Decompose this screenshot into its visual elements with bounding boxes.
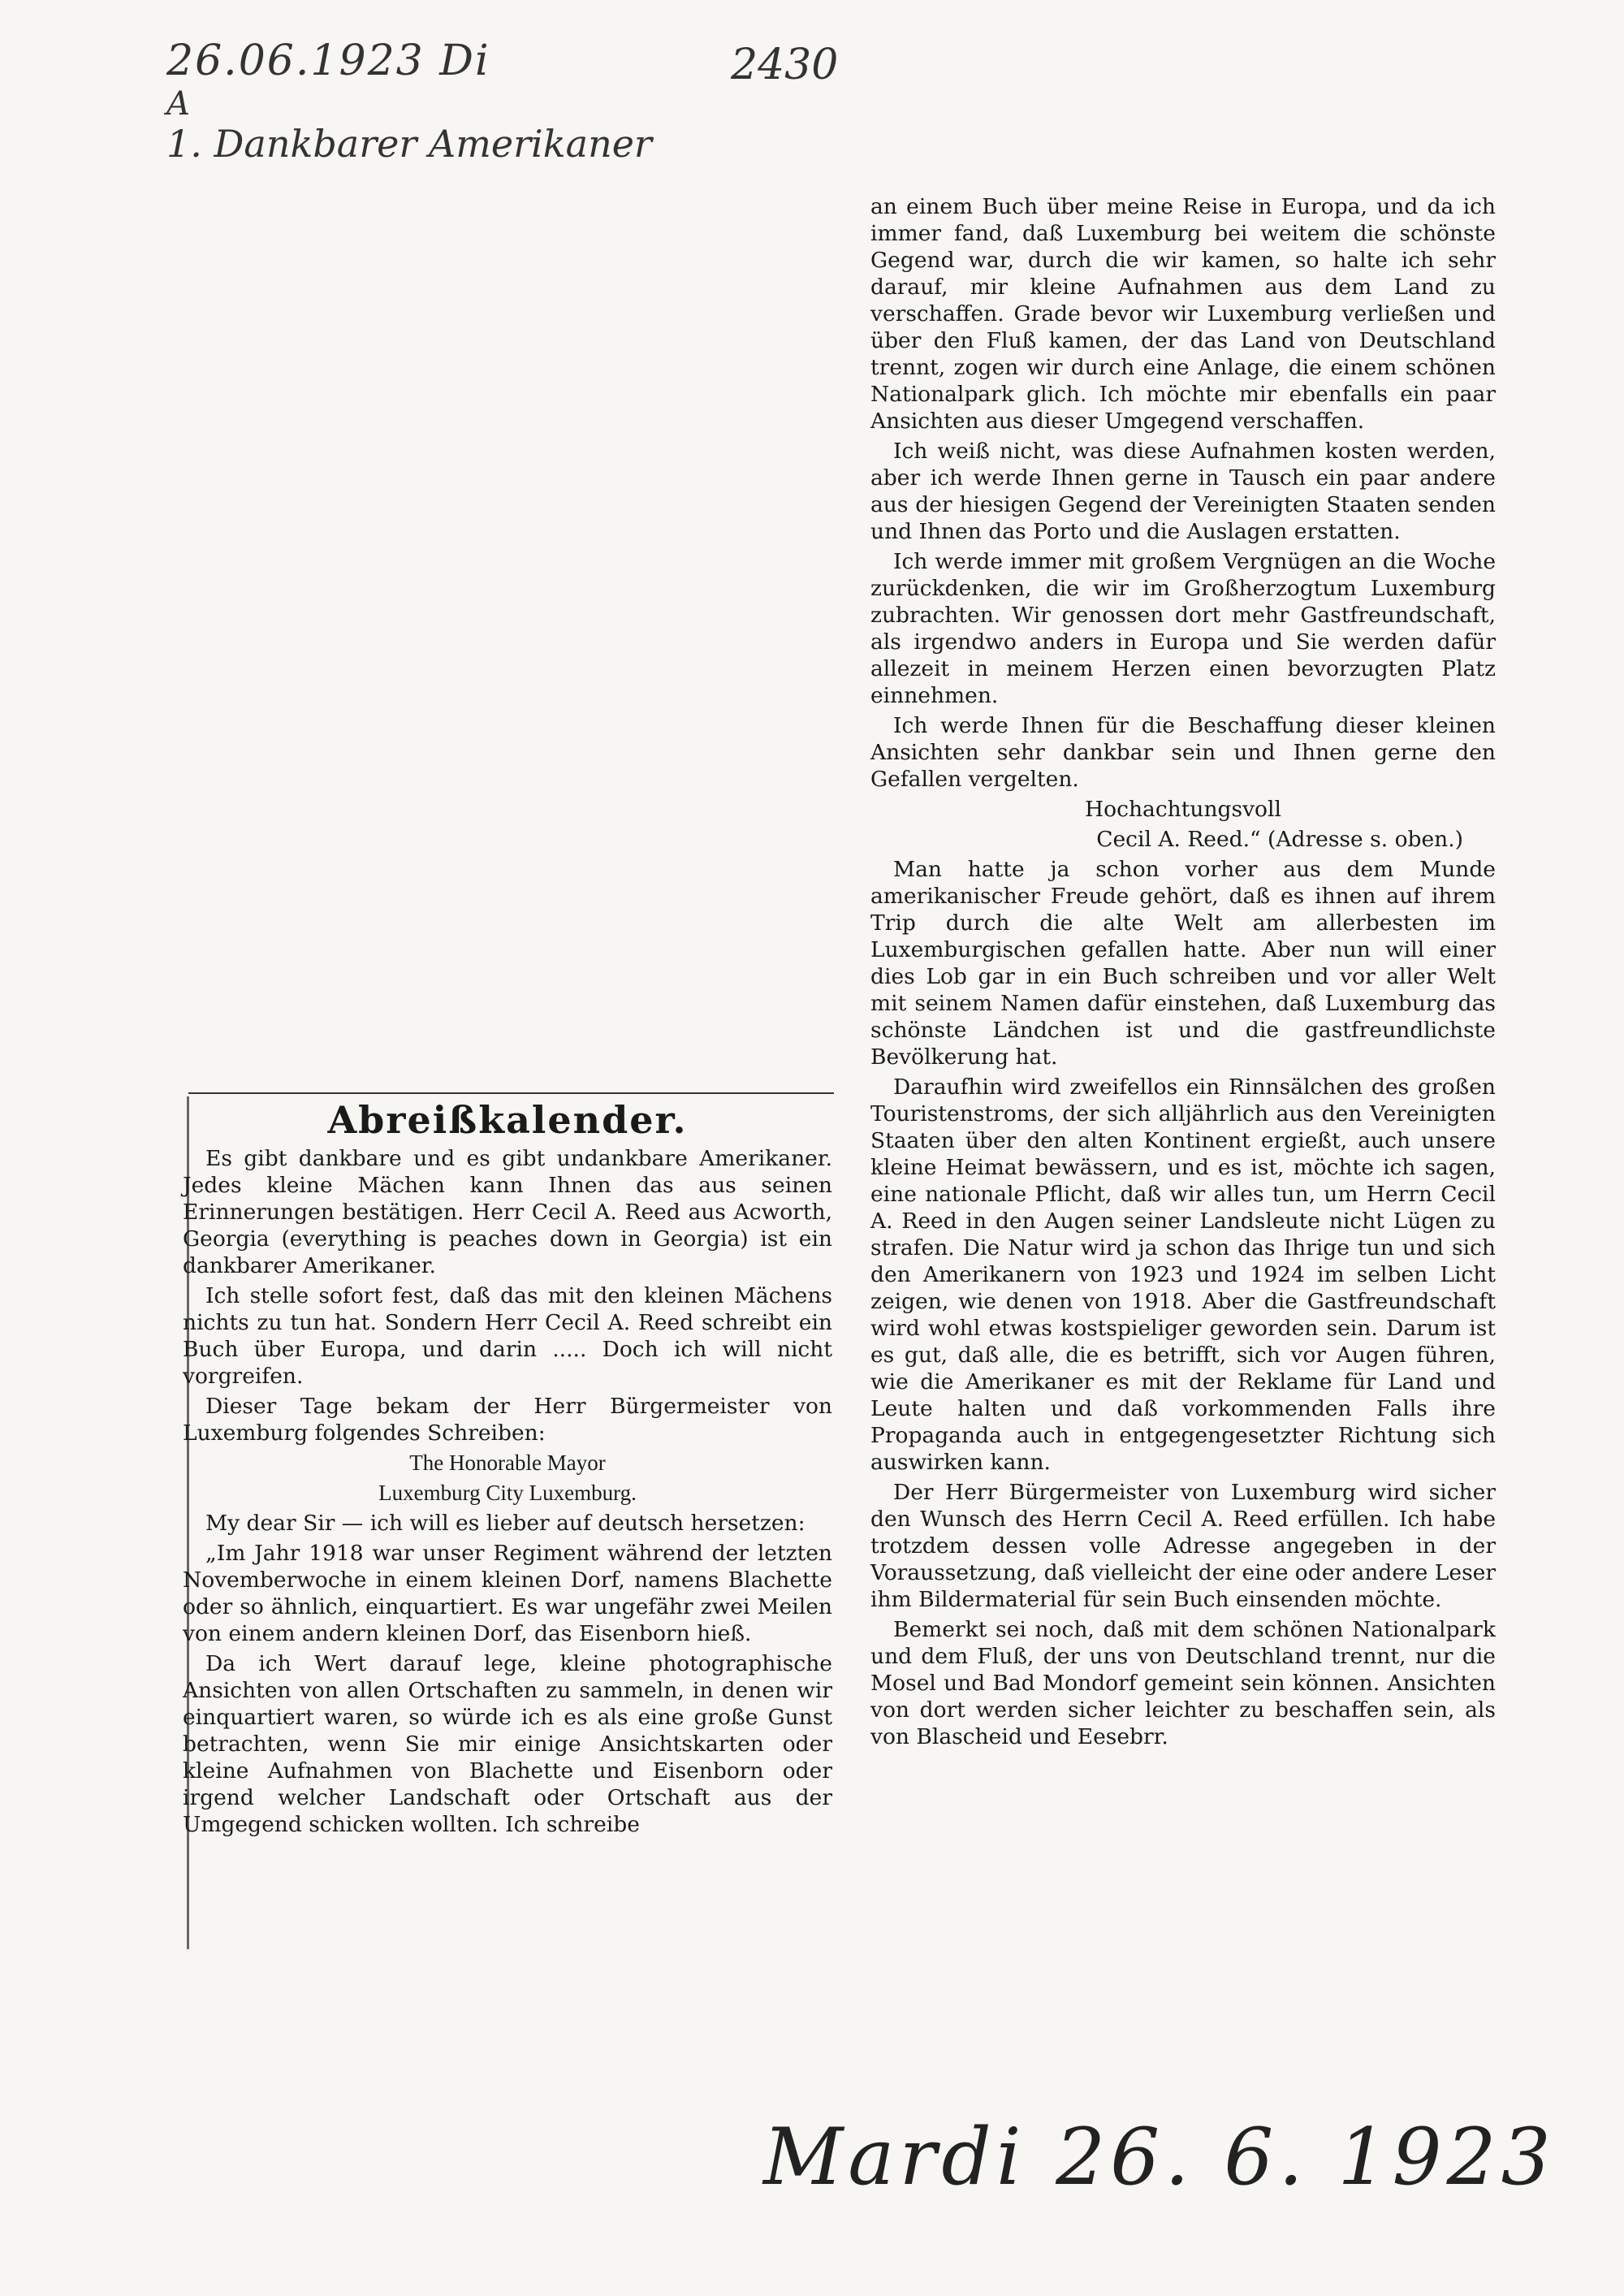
handwritten-date: 26.06.1923 Di xyxy=(166,37,490,85)
address-line: The Honorable Mayor xyxy=(409,1451,606,1475)
article-heading: Abreißkalender. xyxy=(327,1098,688,1142)
commentary-paragraph: Der Herr Bürgermeister von Luxemburg wird sicher den Wunsch des Herrn Cecil A. Reed erfüllen. Ich habe trotzdem dessen volle Adresse angegeben in der Voraussetzung, daß vielleicht der eine oder andere Leser ihm Bildermaterial für sein Buch einsenden möchte. xyxy=(870,1480,1497,1612)
handwritten-title-note: 1. Dankbarer Amerikaner xyxy=(166,122,652,166)
article-paragraph: Dieser Tage bekam der Herr Bürgermeister von Luxemburg folgendes Schreiben: xyxy=(183,1394,832,1446)
article-paragraph: Es gibt dankbare und es gibt undankbare Amerikaner. Jedes kleine Mächen kann Ihnen das aus seinen Erinnerungen bestätigen. Herr Cecil A. Reed aus Acworth, Georgia (everything is peaches down in Georgia) ist ein dankbarer Amerikaner. xyxy=(183,1146,832,1278)
salutation: My dear Sir — ich will es lieber auf deutsch hersetzen: xyxy=(205,1511,806,1536)
right-column xyxy=(870,193,1496,1753)
address-line: Luxemburg City Luxemburg. xyxy=(378,1481,637,1505)
letter-signature: Cecil A. Reed.“ (Adresse s. oben.) xyxy=(1096,827,1463,852)
left-column xyxy=(183,1100,832,1841)
letter-closing: Hochachtungsvoll xyxy=(1085,797,1281,822)
article-paragraph: Ich stelle sofort fest, daß das mit den kleinen Mächens nichts zu tun hat. Sondern Herr Cecil A. Reed schreibt ein Buch über Europa, und darin ..... Doch ich will nicht vorgreifen. xyxy=(183,1283,832,1389)
letter-paragraph: Ich werde Ihnen für die Beschaffung dieser kleinen Ansichten sehr dankbar sein und Ihnen gerne den Gefallen vergelten. xyxy=(870,713,1496,792)
commentary-paragraph: Daraufhin wird zweifellos ein Rinnsälchen des großen Touristenstroms, der sich alljährlich aus den Vereinigten Staaten über den alten Kontinent ergießt, auch unsere kleine Heimat bewässern, und es ist, möchte ich sagen, eine nationale Pflicht, daß wir alles tun, um Herrn Cecil A. Reed in den Augen seiner Landsleute nicht Lügen zu strafen. Die Natur wird ja schon das Ihrige tun und sich den Amerikanern von 1923 und 1924 im selben Licht zeigen, wie denen von 1918. Aber die Gastfreundschaft wird wohl etwas kostspieliger geworden sein. Darum ist es gut, daß alle, die es betrifft, sich vor Augen führen, wie die Amerikaner es mit der Reklame für Land und Leute halten und daß vorkommenden Falls ihre Propaganda auch in entgegengesetzter Richtung sich auswirken kann. xyxy=(870,1074,1496,1475)
article-top-rule xyxy=(188,1092,834,1094)
letter-paragraph: „Im Jahr 1918 war unser Regiment während der letzten Novemberwoche in einem kleinen Dorf, namens Blachette oder so ähnlich, einquartiert. Es war ungefähr zwei Meilen von einem andern kleinen Dorf, das Eisenborn hieß. xyxy=(183,1541,832,1646)
letter-paragraph: Da ich Wert darauf lege, kleine photographische Ansichten von allen Ortschaften zu sammeln, in denen wir einquartiert waren, so würde ich es als eine große Gunst betrachten, wenn Sie mir einige Ansichtskarten oder kleine Aufnahmen von Blachette und Eisenborn oder irgend welcher Landschaft oder Ortschaft aus der Umgegend schicken wollten. Ich schreibe xyxy=(183,1651,832,1837)
handwritten-bottom-date: Mardi 26. 6. 1923 xyxy=(763,2112,1556,2203)
handwritten-letter: A xyxy=(166,85,190,123)
letter-paragraph: Ich werde immer mit großem Vergnügen an die Woche zurückdenken, die wir im Großherzogtum Luxemburg zubrachten. Wir genossen dort mehr Gastfreundschaft, als irgendwo anders in Europa und Sie werden dafür allezeit in meinem Herzen einen bevorzugten Platz einnehmen. xyxy=(870,549,1496,708)
letter-paragraph: Ich weiß nicht, was diese Aufnahmen kosten werden, aber ich werde Ihnen gerne in Tausch ein paar andere aus der hiesigen Gegend der Vereinigten Staaten senden und Ihnen das Porto und die Auslagen erstatten. xyxy=(870,439,1496,544)
commentary-paragraph: Bemerkt sei noch, daß mit dem schönen Nationalpark und dem Fluß, der uns von Deutschland trennt, nur die Mosel und Bad Mondorf gemeint sein können. Ansichten von dort werden sicher leichter zu beschaffen sein, als von Blascheid und Eesebrr. xyxy=(870,1617,1496,1749)
commentary-paragraph: Man hatte ja schon vorher aus dem Munde amerikanischer Freude gehört, daß es ihnen auf ihrem Trip durch die alte Welt am allerbesten im Luxemburgischen gefallen hatte. Aber nun will einer dies Lob gar in ein Buch schreiben und vor aller Welt mit seinem Namen dafür einstehen, daß Luxemburg das schönste Ländchen ist und die gastfreundlichste Bevölkerung hat. xyxy=(870,857,1496,1070)
letter-paragraph: an einem Buch über meine Reise in Europa, und da ich immer fand, daß Luxemburg bei weitem die schönste Gegend war, durch die wir kamen, so halte ich sehr darauf, mir kleine Aufnahmen aus dem Land zu verschaffen. Grade bevor wir Luxemburg verließen und über den Fluß kamen, der das Land von Deutschland trennt, zogen wir durch eine Anlage, die einem schönen Nationalpark glich. Ich möchte mir ebenfalls ein paar Ansichten aus dieser Umgegend verschaffen. xyxy=(870,194,1496,434)
handwritten-number: 2430 xyxy=(731,41,839,89)
